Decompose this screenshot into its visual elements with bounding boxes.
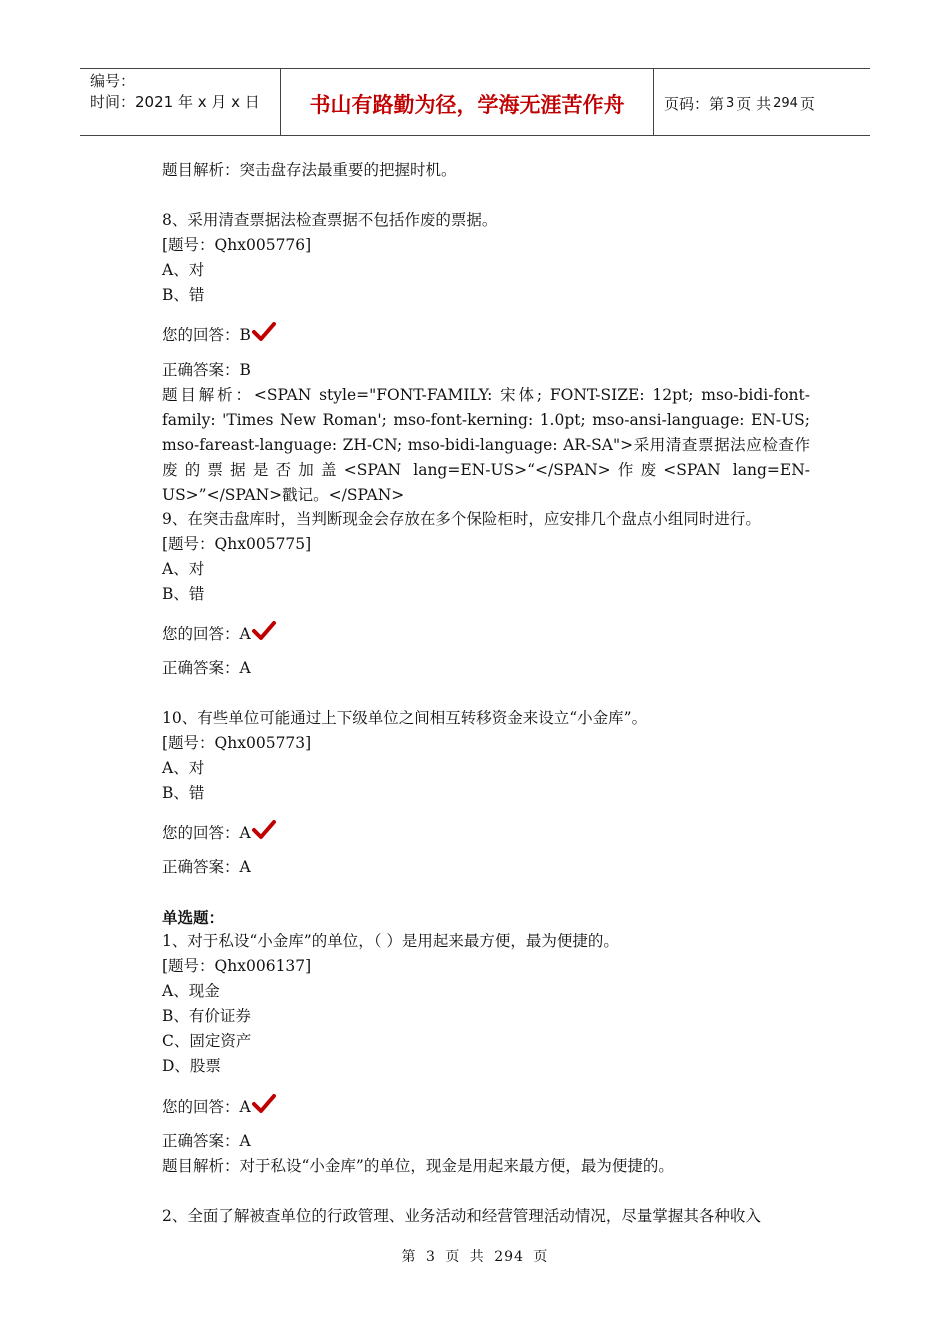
option-b: B、错	[162, 784, 205, 802]
question-id: [题号：Qhx006137]	[162, 957, 312, 975]
page-mid: 页 共	[736, 94, 772, 113]
correct-answer: 正确答案：B	[162, 361, 251, 379]
explanation-text: 题目解析：突击盘存法最重要的把握时机。	[162, 161, 457, 179]
question-9: 9、在突击盘库时，当判断现金会存放在多个保险柜时，应安排几个盘点小组同时进行。	[162, 510, 761, 528]
check-mark-icon	[252, 322, 276, 342]
question-id: [题号：Qhx005776]	[162, 236, 312, 254]
your-answer	[162, 322, 276, 348]
check-mark-icon	[252, 820, 276, 840]
correct-answer: 正确答案：A	[162, 1132, 251, 1150]
your-answer-text: 您的回答：A	[162, 1098, 251, 1116]
explanation-text: 题目解析：对于私设“小金库”的单位，现金是用起来最方便，最为便捷的。	[162, 1157, 674, 1175]
header-time: 时间：2021 年 x 月 x 日	[90, 93, 260, 111]
your-answer-text: 您的回答：A	[162, 625, 251, 643]
explanation-text: 题目解析：<SPAN style="FONT-FAMILY: 宋体; FONT-SIZE: 12pt; mso-bidi-font-family: 'Times New Roman'; mso-font-kerning: 1.0pt; mso-ansi-language: EN-US; mso-fareast-language: ZH-CN; mso-bidi-language: AR-SA">采用清查票据法应检查作废的票据是否加盖<SPAN lang=EN-US>“</SPAN>作废<SPAN lang=EN-US>”</SPAN>戳记。</SPAN>	[162, 386, 810, 504]
page-total: 294	[773, 95, 798, 111]
question-id: [题号：Qhx005775]	[162, 535, 312, 553]
option-a: A、现金	[162, 982, 220, 1000]
your-answer-text: 您的回答：A	[162, 824, 251, 842]
header-meta	[80, 69, 281, 135]
option-a: A、对	[162, 560, 205, 578]
option-d: D、股票	[162, 1057, 221, 1075]
question-8: 8、采用清查票据法检查票据不包括作废的票据。	[162, 211, 498, 229]
header-number: 编号：	[90, 72, 136, 90]
your-answer	[162, 820, 276, 846]
your-answer	[162, 621, 276, 647]
section-heading-single-choice: 单选题：	[162, 908, 225, 927]
header-page-info	[654, 69, 870, 135]
page-prefix: 页码：第	[664, 94, 725, 113]
correct-answer: 正确答案：A	[162, 858, 251, 876]
option-c: C、固定资产	[162, 1032, 252, 1050]
option-a: A、对	[162, 759, 205, 777]
page-footer: 第 3 页 共 294 页	[401, 1249, 549, 1265]
question-2: 2、全面了解被查单位的行政管理、业务活动和经营管理活动情况，尽量掌握其各种收入	[162, 1207, 761, 1225]
option-b: B、错	[162, 585, 205, 603]
your-answer-text: 您的回答：B	[162, 326, 251, 344]
correct-answer: 正确答案：A	[162, 659, 251, 677]
option-b: B、错	[162, 286, 205, 304]
option-a: A、对	[162, 261, 205, 279]
option-b: B、有价证券	[162, 1007, 251, 1025]
page-suffix: 页	[799, 94, 815, 113]
page-number: 3	[726, 95, 735, 111]
check-mark-icon	[252, 621, 276, 641]
question-10: 10、有些单位可能通过上下级单位之间相互转移资金来设立“小金库”。	[162, 709, 648, 727]
question-1: 1、对于私设“小金库”的单位，（ ）是用起来最方便，最为便捷的。	[162, 932, 619, 950]
check-mark-icon	[252, 1094, 276, 1114]
header-motto: 书山有路勤为径，学海无涯苦作舟	[281, 69, 654, 135]
question-id: [题号：Qhx005773]	[162, 734, 312, 752]
your-answer	[162, 1094, 276, 1120]
page-header	[80, 68, 870, 136]
